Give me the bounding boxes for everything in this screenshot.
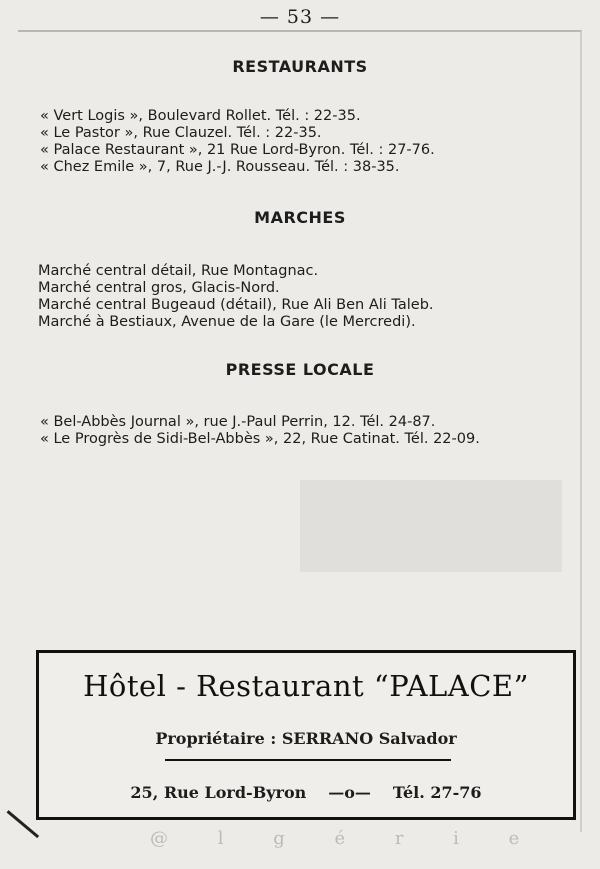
list-item: Marché central détail, Rue Montagnac.: [38, 263, 319, 279]
list-item: « Chez Emile », 7, Rue J.-J. Rousseau. Tél. : 38-35.: [40, 159, 400, 175]
restaurants-list: [40, 108, 435, 176]
ad-owner: Propriétaire : SERRANO Salvador: [155, 729, 457, 748]
footer-watermark: @ l g é r i e: [150, 828, 542, 849]
restaurants-heading: RESTAURANTS: [232, 57, 368, 76]
list-item: « Bel-Abbès Journal », rue J.-Paul Perrin, 12. Tél. 24-87.: [40, 414, 436, 430]
list-item: « Palace Restaurant », 21 Rue Lord-Byron. Tél. : 27-76.: [40, 142, 435, 158]
list-item: Marché à Bestiaux, Avenue de la Gare (le Mercredi).: [38, 314, 416, 330]
ad-separator: —o—: [328, 783, 371, 802]
ad-address: 25, Rue Lord-Byron: [130, 783, 307, 802]
ad-title: Hôtel - Restaurant “PALACE”: [83, 669, 529, 703]
page-number: — 53 —: [259, 6, 341, 28]
hotel-advertisement: [36, 650, 576, 820]
list-item: Marché central Bugeaud (détail), Rue Ali Ben Ali Taleb.: [38, 297, 434, 313]
presse-list: [40, 414, 480, 448]
ad-contact-line: [39, 783, 573, 802]
presse-heading: PRESSE LOCALE: [225, 360, 375, 379]
marches-list: [38, 263, 434, 331]
marches-heading: MARCHES: [254, 208, 346, 227]
list-item: « Le Progrès de Sidi-Bel-Abbès », 22, Rue Catinat. Tél. 22-09.: [40, 431, 480, 447]
list-item: « Vert Logis », Boulevard Rollet. Tél. : 22-35.: [40, 108, 361, 124]
ad-divider: [165, 759, 451, 761]
list-item: Marché central gros, Glacis-Nord.: [38, 280, 280, 296]
ad-phone: Tél. 27-76: [392, 783, 482, 802]
bleed-through-ad: [300, 480, 562, 572]
list-item: « Le Pastor », Rue Clauzel. Tél. : 22-35.: [40, 125, 322, 141]
